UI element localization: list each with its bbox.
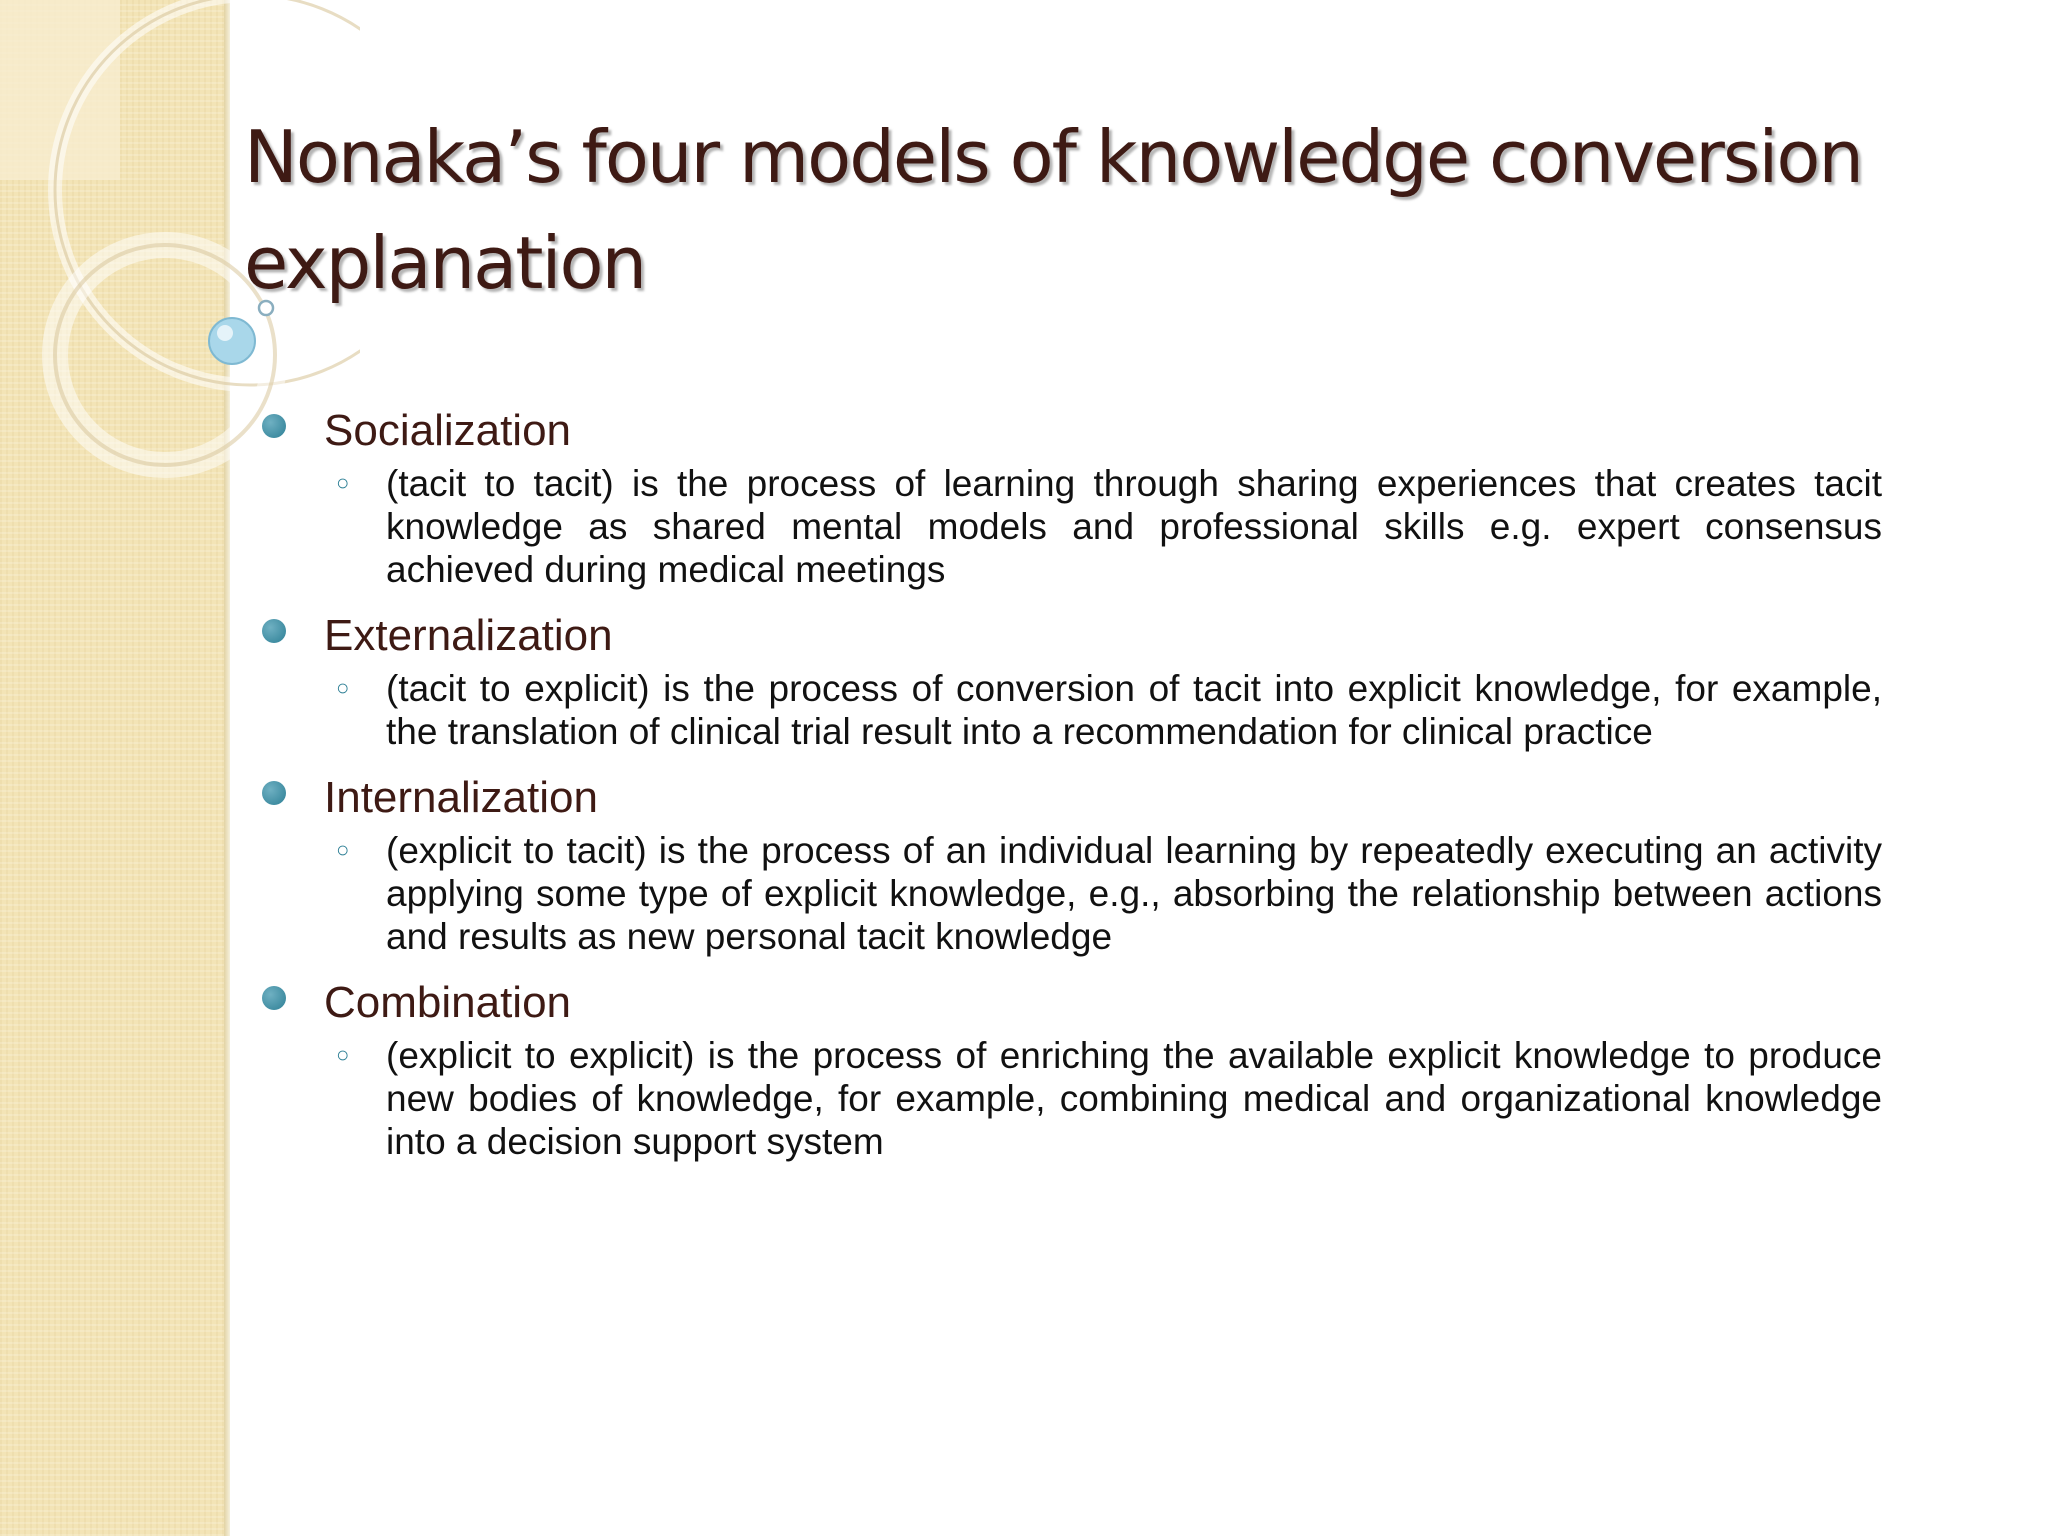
sub-item — [262, 829, 1882, 958]
item-heading: Externalization — [324, 611, 613, 660]
hollow-circle-bullet-icon: ○ — [336, 675, 350, 700]
filled-circle-bullet-icon — [262, 414, 286, 438]
sub-item — [262, 462, 1882, 591]
filled-circle-bullet-icon — [262, 619, 286, 643]
sub-item — [262, 667, 1882, 753]
item-detail: (tacit to explicit) is the process of conversion of tacit into explicit knowledge, for example, the translation of clinical trial result into a recommendation for clinical practice — [386, 668, 1882, 752]
item-detail: (explicit to tacit) is the process of an individual learning by repeatedly executing an activity applying some type of explicit knowledge, e.g., absorbing the relationship between actions and results as new personal tacit knowledge — [386, 830, 1882, 957]
bullet-list — [262, 400, 1882, 1177]
list-item-combination — [262, 972, 1882, 1163]
slide-title: Nonaka’s four models of knowledge conversion explanation — [244, 115, 1863, 305]
list-item-internalization — [262, 767, 1882, 958]
hollow-circle-bullet-icon: ○ — [336, 837, 350, 862]
list-item-socialization — [262, 400, 1882, 591]
item-heading: Internalization — [324, 773, 598, 822]
item-detail: (tacit to tacit) is the process of learning through sharing experiences that creates tacit knowledge as shared mental models and professional skills e.g. expert consensus achieved during medical meetings — [386, 463, 1882, 590]
item-heading: Socialization — [324, 406, 572, 455]
item-detail: (explicit to explicit) is the process of enriching the available explicit knowledge to produce new bodies of knowledge, for example, combining medical and organizational knowledge into a decision support system — [386, 1035, 1882, 1162]
filled-circle-bullet-icon — [262, 986, 286, 1010]
item-heading: Combination — [324, 978, 572, 1027]
filled-circle-bullet-icon — [262, 781, 286, 805]
hollow-circle-bullet-icon: ○ — [336, 1042, 350, 1067]
hollow-circle-bullet-icon: ○ — [336, 470, 350, 495]
list-item-externalization — [262, 605, 1882, 753]
sub-item — [262, 1034, 1882, 1163]
